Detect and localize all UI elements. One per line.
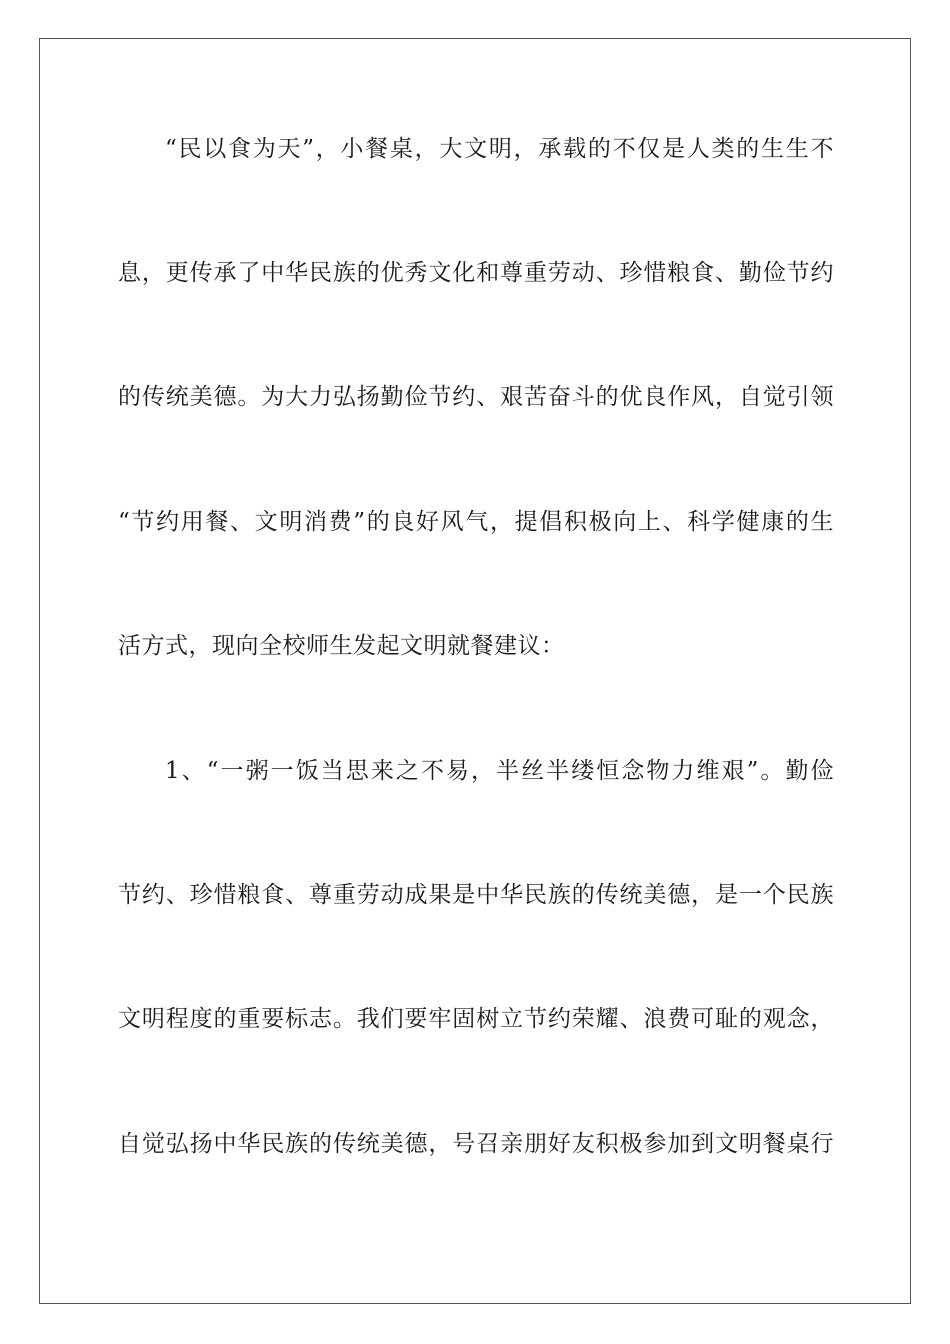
paragraph-2-line-3: 文明程度的重要标志。我们要牢固树立节约荣耀、浪费可耻的观念， [118,1006,834,1032]
paragraph-1-line-5: 活方式，现向全校师生发起文明就餐建议： [118,633,565,659]
paragraph-1-line-3: 的传统美德。为大力弘扬勤俭节约、艰苦奋斗的优良作风，自觉引领 [118,384,834,410]
paragraph-2-line-2: 节约、珍惜粮食、尊重劳动成果是中华民族的传统美德，是一个民族 [118,882,834,908]
page-frame [39,38,911,1304]
paragraph-2-line-1: 1、“一粥一饭当思来之不易，半丝半缕恒念物力维艰”。勤俭 [165,758,834,784]
paragraph-1-line-4: “节约用餐、文明消费”的良好风气，提倡积极向上、科学健康的生 [118,509,834,535]
paragraph-2-line-4: 自觉弘扬中华民族的传统美德，号召亲朋好友积极参加到文明餐桌行 [118,1131,834,1157]
paragraph-1-line-2: 息，更传承了中华民族的优秀文化和尊重劳动、珍惜粮食、勤俭节约 [118,260,834,286]
paragraph-1-line-1: “民以食为天”，小餐桌，大文明，承载的不仅是人类的生生不 [165,136,834,162]
